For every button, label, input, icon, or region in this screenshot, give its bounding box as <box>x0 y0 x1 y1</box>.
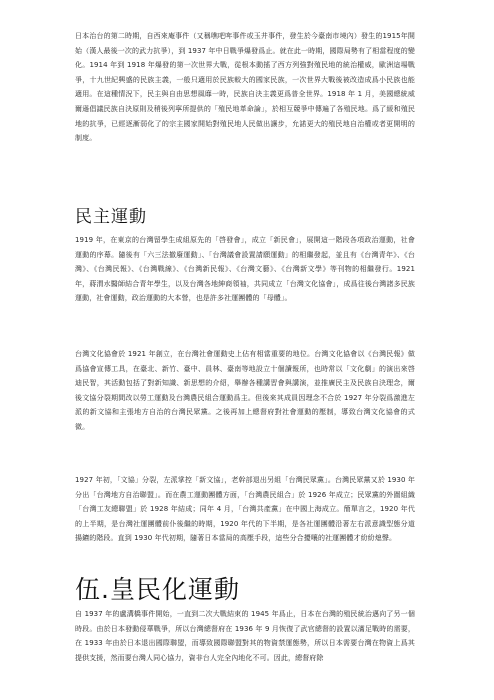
section-heading-kominka: 伍.皇民化運動 <box>75 575 240 604</box>
democracy-paragraph-1: 1919 年，在東京的台灣留學生成組原先的「啓發會」，成立「新民會」，展開這一階段各項政治運動，社會運動的序幕。隨後有「六三法撤廢運動」、「台灣議會設置請願運動」的相繼發起，並且有《台灣青年》、《台灣》、《台灣民報》、《台灣戰線》、《台灣新民報》、《台灣文藝》、《台灣新文學》等刊物的相繼發行。1921 年，蔣渭水醫師結合青年學生，以及台灣各地紳商領袖，共同成立「台灣文化協會」，成爲往後台灣諸多民族運動，社會運動，政治運動的大本營，也是許多社運團體的「母體」。 <box>75 236 415 303</box>
democracy-paragraph-3: 1927 年初，「文協」分裂，左派掌控「新文協」，老幹部退出另組「台灣民眾黨」。台灣民眾黨又於 1930 年分出「台灣地方自治聯盟」。而在農工運動團體方面，「台灣農民組合」於 1926 年成立；民眾黨的外圍組織「台灣工友總聯盟」於 1928 年結成；同年 4 月，「台灣共產黨」在中國上海成立。簡單言之，1920 年代的上半期，是台灣社運團體前仆後繼的時期，1920 年代的下半期，是各社運團體沿著左右派意識型態分道揚鑣的階段。直到 1930 年代初期，隨著日本當局的高壓手段，這些分合擾嚷的社運團體才紛紛熄聲。 <box>75 476 415 543</box>
kominka-paragraph-1: 自 1937 年的盧溝橋事件開始，一直到二次大戰結束的 1945 年爲止，日本在台灣的殖民統治邁向了另一個時段。由於日本發動侵華戰爭，所以台灣總督府在 1936 年 9 月恢復了武官總督的設置以滿足戰時的需要，在 1933 年由於日本退出國際聯盟，而導致國際聯盟對其的物資禁運態勢，所以日本需要台灣在物資上爲其提供支援，然而要台灣人同心協力，資非台人完全內地化不可。因此，總督府除 <box>75 610 415 662</box>
intro-paragraph: 日本治台的第二時期，自西來庵事件（又稱噍吧哖事件或玉井事件，發生於今臺南市境內）發生的1915年開始（漢人最後一次的武力抗爭），到 1937 年中日戰爭爆發爲止。就在此一時期，國際局勢有了相當程度的變化。1914 年到 1918 年爆發的第一次世界大戰，從根本動搖了西方列強對殖民地的統治權威，歐洲這場戰爭，十九世紀興盛的民族主義，一般只適用於民族較大的國家民族，一次世界大戰後被改造成爲小民族也能適用。在這種情況下，民主與自由思想風靡一時，民族自決主義更爲普全世界。1918 年 1 月，美國總統威爾遜倡議民族自決原則及稍後列寧所提供的「殖民地革命論」，於相互競爭中傳遍了各殖民地。爲了緩和殖民地的抗爭，已經逐漸弱化了的宗主國家開始對殖民地人民做出讓步，允諾更大的殖民地自治權或者更開明的制度。 <box>75 32 415 143</box>
section-heading-democracy: 民主運動 <box>75 207 147 227</box>
democracy-paragraph-2: 台灣文化協會於 1921 年創立，在台灣社會運動史上佔有相當重要的地位。台灣文化協會以《台灣民報》做爲協會宣傳工具，在臺北、新竹、臺中、員林、臺南等地設立十個讀報所，也時常以「文化劇」的演出來啓迪民智，其活動包括了對新知識、新思想的介紹，舉辦各種講習會與講演，並推廣民主及民族自決理念，爾後文協分裂期間改以勞工運動及台灣農民組合運動爲主。但後來其成員因理念不合於 1927 年分裂爲激進左派的新文協和主張地方自治的台灣民眾黨。之後再加上總督府對社會運動的壓制，導致台灣文化協會的式微。 <box>75 350 415 431</box>
